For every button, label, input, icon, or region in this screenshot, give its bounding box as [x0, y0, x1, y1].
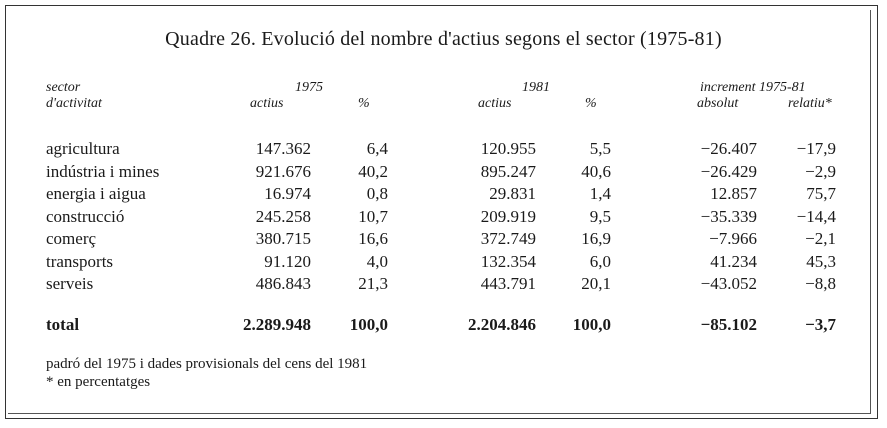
cell-sector: indústria i mines [46, 161, 160, 181]
cell-pct-1981: 6,0 [589, 251, 611, 271]
cell-actius-1975: 147.362 [255, 139, 311, 158]
cell-actius-1975: 2.289.948 [243, 315, 311, 334]
cell-sector: agricultura [46, 139, 120, 158]
cell-actius-1975: 91.120 [264, 251, 311, 271]
cell-increment-relatiu: 75,7 [806, 184, 836, 203]
cell-increment-absolut: −35.339 [700, 206, 757, 226]
cell-pct-1981: 100,0 [572, 315, 611, 334]
cell-sector: total [46, 315, 80, 334]
cell-pct-1981: 40,6 [581, 161, 611, 181]
cell-increment-relatiu: −3,7 [805, 315, 836, 334]
header-relatiu: relatiu* [788, 96, 832, 111]
cell-actius-1975: 380.715 [255, 229, 311, 248]
header-absolut: absolut [697, 96, 739, 111]
cell-pct-1981: 5,5 [589, 139, 611, 158]
cell-increment-relatiu: −8,8 [805, 274, 836, 293]
footnote: * en percentatges [46, 374, 151, 390]
cell-actius-1975: 16.974 [264, 184, 311, 203]
cell-increment-relatiu: −14,4 [796, 206, 836, 226]
cell-actius-1981: 443.791 [480, 274, 536, 293]
cell-pct-1981: 20,1 [581, 274, 611, 293]
cell-actius-1981: 29.831 [489, 184, 536, 203]
cell-increment-relatiu: −2,1 [805, 229, 836, 248]
cell-increment-relatiu: −17,9 [796, 139, 836, 158]
cell-sector: comerç [46, 229, 97, 248]
cell-pct-1975: 6,4 [366, 139, 388, 158]
cell-actius-1975: 486.843 [255, 274, 311, 293]
cell-pct-1975: 21,3 [358, 274, 388, 293]
cell-actius-1981: 132.354 [480, 251, 536, 271]
cell-sector: transports [46, 251, 114, 271]
cell-sector: energia i aigua [46, 184, 146, 203]
cell-pct-1975: 40,2 [358, 161, 388, 181]
cell-pct-1975: 4,0 [366, 251, 388, 271]
cell-pct-1981: 1,4 [589, 184, 611, 203]
header-increment: increment 1975-81 [700, 80, 806, 95]
cell-actius-1981: 372.749 [480, 229, 536, 248]
cell-pct-1975: 10,7 [358, 206, 388, 226]
header-pct-1975: % [358, 96, 370, 111]
cell-pct-1981: 9,5 [589, 206, 611, 226]
cell-actius-1981: 895.247 [480, 161, 536, 181]
cell-pct-1975: 16,6 [358, 229, 388, 248]
cell-actius-1975: 921.676 [255, 161, 311, 181]
cell-sector: serveis [46, 274, 94, 293]
cell-sector: construcció [46, 206, 125, 226]
cell-increment-relatiu: 45,3 [806, 251, 836, 271]
header-year-1981: 1981 [522, 80, 550, 95]
cell-increment-absolut: −26.407 [700, 139, 757, 158]
cell-increment-absolut: 12.857 [710, 184, 757, 203]
cell-increment-relatiu: −2,9 [805, 161, 836, 181]
cell-increment-absolut: −26.429 [700, 161, 757, 181]
table-title: Quadre 26. Evolució del nombre d'actius segons el sector (1975-81) [165, 28, 722, 50]
header-actius-1981: actius [478, 96, 512, 111]
cell-actius-1981: 120.955 [480, 139, 536, 158]
header-pct-1981: % [585, 96, 597, 111]
header-sector-activitat: d'activitat [46, 96, 102, 111]
source-note: padró del 1975 i dades provisionals del cens del 1981 [46, 356, 368, 372]
cell-actius-1981: 2.204.846 [468, 315, 536, 334]
cell-increment-absolut: −43.052 [700, 274, 757, 293]
cell-increment-absolut: −7.966 [709, 229, 757, 248]
cell-pct-1981: 16,9 [581, 229, 611, 248]
header-sector: sector [46, 80, 81, 95]
cell-pct-1975: 100,0 [349, 315, 388, 334]
cell-actius-1981: 209.919 [480, 206, 536, 226]
cell-increment-absolut: −85.102 [700, 315, 757, 334]
header-year-1975: 1975 [295, 80, 323, 95]
header-actius-1975: actius [250, 96, 284, 111]
cell-pct-1975: 0,8 [366, 184, 388, 203]
cell-actius-1975: 245.258 [255, 206, 311, 226]
cell-increment-absolut: 41.234 [710, 251, 757, 271]
